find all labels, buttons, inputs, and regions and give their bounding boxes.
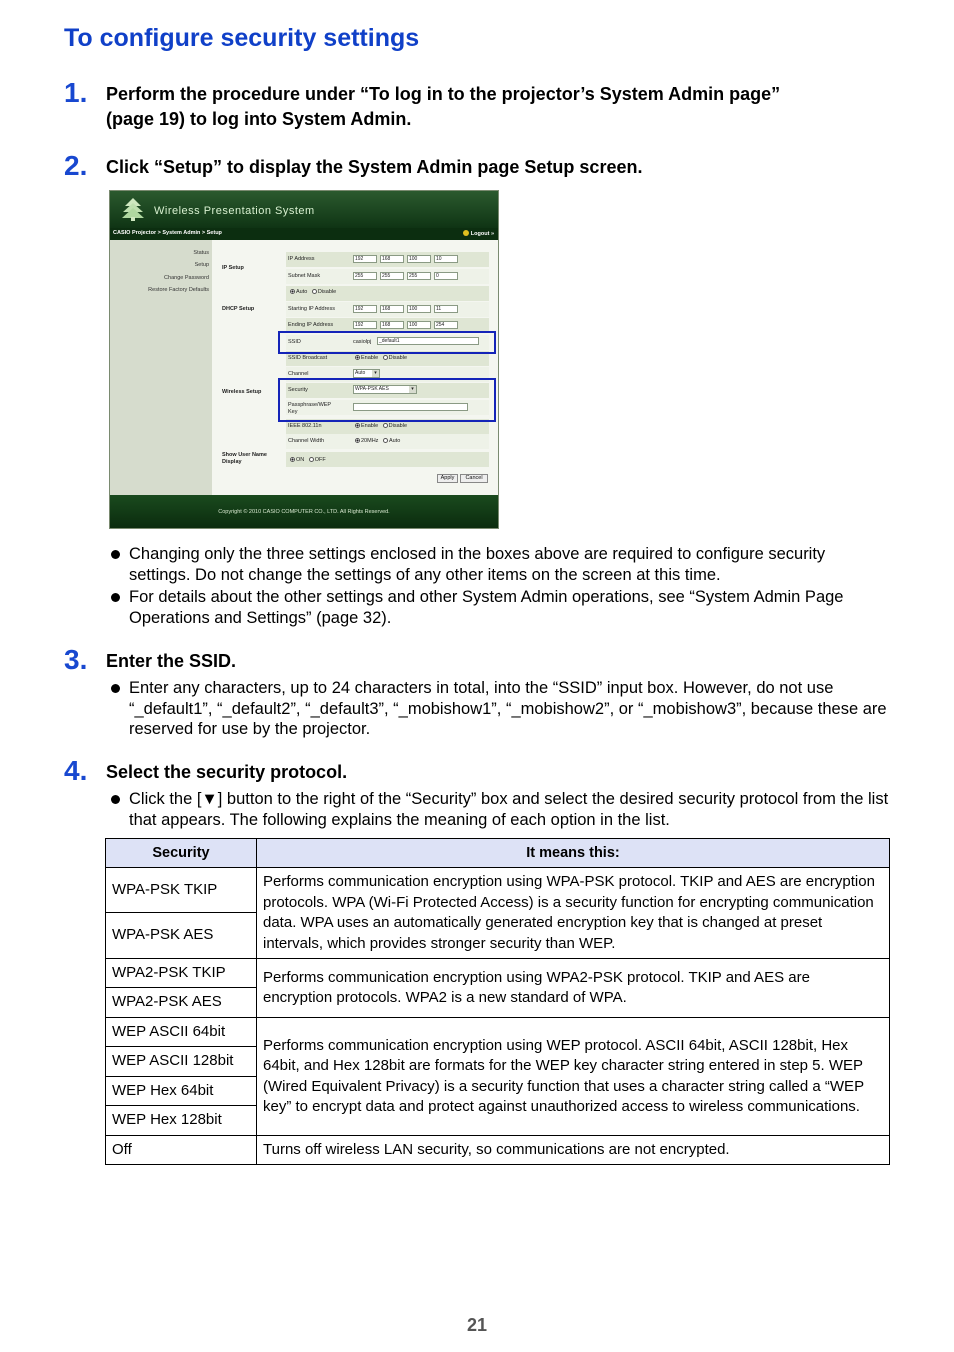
breadcrumb-bar — [110, 228, 498, 240]
radio-on-icon — [290, 289, 295, 294]
section-ip-setup: IP Setup — [222, 265, 244, 271]
option-cell: WPA-PSK TKIP — [106, 868, 257, 913]
step-2-notes — [108, 544, 890, 630]
section-show-user-name-line-2: Display — [222, 458, 242, 465]
channel-width-radio-group[interactable] — [355, 438, 400, 444]
copyright-text: Copyright © 2010 CASIO COMPUTER CO., LTD. All Rights Reserved. — [218, 509, 390, 515]
table-row — [106, 959, 890, 988]
subnet-octet-2[interactable]: 255 — [380, 272, 404, 280]
dhcp-disable-label: Disable — [317, 289, 337, 295]
section-wireless-setup: Wireless Setup — [222, 389, 262, 395]
option-cell: WPA2-PSK TKIP — [106, 959, 257, 988]
bullet-item: For details about the other settings and other System Admin operations, see “System Admin Page Operations and Settings” (page 32). — [108, 587, 890, 628]
step-text: Enter the SSID. — [106, 651, 237, 671]
step-number: 2. — [64, 150, 88, 181]
description-cell: Performs communication encryption using WEP protocol. ASCII 64bit, ASCII 128bit, Hex 64bit, and Hex 128bit are formats for the WEP key character string entered in step 5. WEP (Wired Equivalent Privacy) is a security function that uses a character string called a “WEP key” to encrypt data and protect against unauthorized access to wireless communications. — [257, 1018, 890, 1136]
label-ending-ip: Ending IP Address — [288, 322, 334, 328]
show-user-on-label: ON — [296, 457, 305, 463]
radio-on-icon — [355, 355, 360, 360]
description-cell: Turns off wireless LAN security, so communications are not encrypted. — [257, 1136, 890, 1165]
highlight-box-security — [278, 378, 496, 422]
apply-button[interactable]: Apply — [437, 474, 458, 483]
radio-on-icon — [290, 457, 295, 462]
option-cell: Off — [106, 1136, 257, 1165]
section-dhcp-setup: DHCP Setup — [222, 306, 255, 312]
ip-octet-1[interactable]: 192 — [353, 255, 377, 263]
step-text-line-2: (page 19) to log into System Admin. — [106, 109, 412, 129]
app-footer — [110, 495, 498, 529]
chevron-down-icon[interactable]: ▾ — [409, 386, 416, 393]
description-cell: Performs communication encryption using WPA-PSK protocol. TKIP and AES are encryption protocols. WPA (Wi-Fi Protected Access) is a security function for encrypting communication data. WPA uses an automatically generated encryption key that is changed at preset intervals, which provides stronger security than WEP. — [257, 868, 890, 959]
option-cell: WEP Hex 64bit — [106, 1077, 257, 1106]
page-title: To configure security settings — [64, 24, 420, 52]
table-header-row — [106, 839, 890, 868]
channel-value: Auto — [355, 370, 366, 376]
width-20mhz-label: 20MHz — [361, 438, 379, 444]
highlight-box-ssid — [278, 331, 496, 354]
start-ip-octet-3[interactable]: 100 — [407, 305, 431, 313]
label-security: Security — [288, 387, 308, 393]
tree-logo-icon — [122, 197, 144, 221]
ssid-broadcast-radio-group[interactable] — [355, 355, 407, 361]
app-title: Wireless Presentation System — [154, 205, 315, 217]
logout-label: Logout » — [470, 231, 494, 237]
option-cell: WPA-PSK AES — [106, 913, 257, 959]
label-subnet-mask: Subnet Mask — [288, 273, 321, 279]
label-ip-address: IP Address — [288, 256, 315, 262]
radio-off-icon — [309, 457, 314, 462]
nav-item-status[interactable]: Status — [193, 250, 209, 256]
show-user-off-label: OFF — [314, 457, 326, 463]
table-header-security: Security — [106, 839, 257, 868]
ip-octet-3[interactable]: 100 — [407, 255, 431, 263]
ieee-disable-label: Disable — [388, 423, 408, 429]
table-header-meaning: It means this: — [257, 839, 890, 868]
step-number: 4. — [64, 755, 88, 786]
description-cell: Performs communication encryption using WPA2-PSK protocol. TKIP and AES are encryption protocols. WPA2 is a new standard of WPA. — [257, 959, 890, 1018]
step-text: Select the security protocol. — [106, 762, 348, 782]
ssid-input[interactable]: _default1 — [377, 337, 479, 345]
nav-item-restore-defaults[interactable]: Restore Factory Defaults — [148, 287, 209, 293]
sidebar — [110, 240, 212, 495]
step-4-notes — [108, 789, 890, 832]
ieee-radio-group[interactable] — [355, 423, 407, 429]
label-passphrase-line-1: Passphrase/WEP — [288, 402, 332, 408]
bullet-item: Changing only the three settings enclosed in the boxes above are required to configure security settings. Do not change the settings of any other items on the screen at this time. — [108, 544, 890, 585]
end-ip-octet-2[interactable]: 168 — [380, 321, 404, 329]
chevron-down-icon[interactable]: ▾ — [372, 370, 379, 377]
end-ip-octet-1[interactable]: 192 — [353, 321, 377, 329]
breadcrumb: CASIO Projector > System Admin > Setup — [113, 230, 222, 236]
label-channel-width: Channel Width — [288, 438, 325, 444]
logout-icon — [463, 230, 469, 236]
app-header — [110, 191, 498, 228]
label-ieee-80211n: IEEE 802.11n — [288, 423, 322, 429]
label-ssid-broadcast: SSID Broadcast — [288, 355, 328, 361]
end-ip-octet-3[interactable]: 100 — [407, 321, 431, 329]
nav-item-change-password[interactable]: Change Password — [164, 275, 209, 281]
show-user-radio-group[interactable] — [290, 457, 326, 463]
subnet-octet-4[interactable]: 0 — [434, 272, 458, 280]
logout-link[interactable] — [463, 230, 494, 237]
table-row — [106, 1018, 890, 1047]
channel-select[interactable] — [353, 369, 380, 378]
radio-on-icon — [355, 423, 360, 428]
cancel-button[interactable]: Cancel — [460, 474, 488, 483]
label-passphrase-line-2: Key — [288, 408, 298, 415]
step-text — [106, 82, 906, 132]
radio-off-icon — [312, 289, 317, 294]
section-show-user-name-line-1: Show User Name — [222, 452, 267, 458]
bullet-item: Click the [▼] button to the right of the “Security” box and select the desired security protocol from the list that appears. The following explains the meaning of each option in the list. — [108, 789, 890, 830]
label-ssid: SSID — [288, 339, 301, 345]
step-text: Click “Setup” to display the System Admin page Setup screen. — [106, 157, 643, 177]
table-row — [106, 1136, 890, 1165]
width-auto-label: Auto — [388, 438, 401, 444]
subnet-octet-3[interactable]: 255 — [407, 272, 431, 280]
option-cell: WPA2-PSK AES — [106, 988, 257, 1018]
option-cell: WEP Hex 128bit — [106, 1106, 257, 1136]
dhcp-auto-label: Auto — [296, 289, 308, 295]
start-ip-octet-2[interactable]: 168 — [380, 305, 404, 313]
setup-screen-screenshot — [109, 190, 499, 529]
security-options-table — [105, 838, 890, 1165]
ip-octet-2[interactable]: 168 — [380, 255, 404, 263]
step-text-line-1: Perform the procedure under “To log in to the projector’s System Admin page” — [106, 84, 781, 104]
step-3-notes — [108, 678, 890, 742]
broadcast-enable-label: Enable — [361, 355, 379, 361]
start-ip-octet-1[interactable]: 192 — [353, 305, 377, 313]
security-value: WPA-PSK AES — [355, 386, 389, 392]
ieee-enable-label: Enable — [361, 423, 379, 429]
ip-octet-4[interactable]: 10 — [434, 255, 458, 263]
option-cell: WEP ASCII 64bit — [106, 1018, 257, 1047]
label-starting-ip: Starting IP Address — [288, 306, 335, 312]
radio-off-icon — [383, 355, 388, 360]
bullet-item: Enter any characters, up to 24 characters in total, into the “SSID” input box. However, do not use “_default1”, “_default2”, “_default3”, “_mobishow1”, “_mobishow2”, or “_mobishow3”, because these are reserved for use by the projector. — [108, 678, 890, 740]
ssid-prefix: casiolpj — [353, 339, 372, 345]
subnet-octet-1[interactable]: 255 — [353, 272, 377, 280]
broadcast-disable-label: Disable — [388, 355, 408, 361]
step-number: 1. — [64, 77, 88, 108]
label-channel: Channel — [288, 371, 309, 377]
dhcp-radio-group[interactable] — [290, 289, 336, 295]
nav-item-setup[interactable]: Setup — [194, 262, 209, 268]
radio-off-icon — [383, 438, 388, 443]
option-cell: WEP ASCII 128bit — [106, 1047, 257, 1077]
end-ip-octet-4[interactable]: 254 — [434, 321, 458, 329]
start-ip-octet-4[interactable]: 11 — [434, 305, 458, 313]
table-row — [106, 868, 890, 913]
step-number: 3. — [64, 644, 88, 675]
page-number: 21 — [466, 1315, 488, 1335]
section-show-user-name — [222, 452, 267, 465]
radio-off-icon — [383, 423, 388, 428]
radio-on-icon — [355, 438, 360, 443]
